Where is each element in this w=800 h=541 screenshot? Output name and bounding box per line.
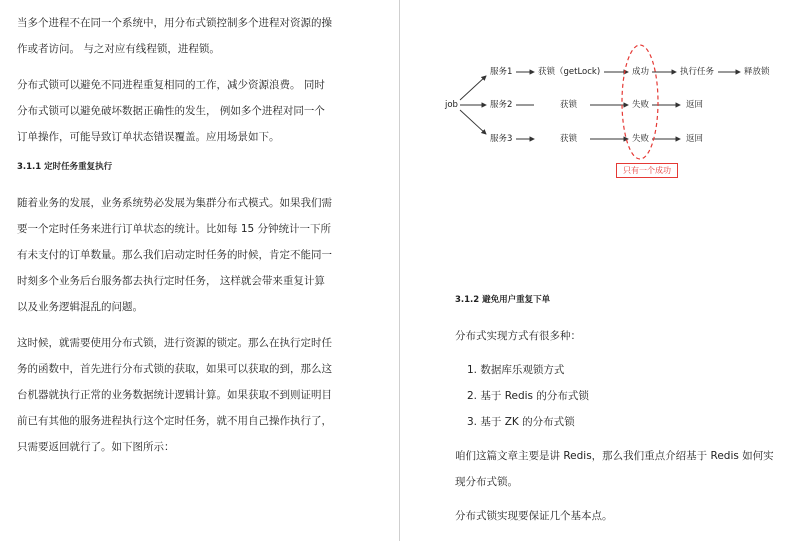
paragraph: 分布式锁实现要保证几个基本点。 bbox=[455, 510, 613, 522]
diagram-label: 获锁 bbox=[560, 100, 578, 110]
diagram-label: 返回 bbox=[686, 134, 704, 144]
only-one-success-badge: 只有一个成功 bbox=[616, 163, 678, 178]
paragraph: 分布式实现方式有很多种： bbox=[455, 330, 581, 342]
left-page bbox=[17, 10, 335, 460]
diagram-label: 执行任务 bbox=[680, 67, 715, 77]
diagram-label: job bbox=[445, 100, 458, 110]
paragraph: 随着业务的发展，业务系统势必发展为集群分布式模式。如果我们需要一个定时任务来进行订单状态的统计。比如每 15 分钟统计一下所有未支付的订单数量。那么我们启动定时任务的时候，肯定不能同一时刻多个业务后台服务都去执行定时任务， 这样就会带来重复计算以及业务逻辑混乱的问题。 bbox=[17, 197, 332, 313]
paragraph: 当多个进程不在同一个系统中，用分布式锁控制多个进程对资源的操作或者访问。 与之对应有线程锁，进程锁。 bbox=[17, 17, 332, 55]
paragraph: 这时候，就需要使用分布式锁，进行资源的锁定。那么在执行定时任务的函数中，首先进行分布式锁的获取，如果可以获取的到，那么这台机器就执行正常的业务数据统计逻辑计算。如果获取不到则证明目前已有其他的服务进程执行这个定时任务，就不用自己操作执行了，只需要返回就行了。如下图所示： bbox=[17, 337, 332, 453]
page-divider bbox=[399, 0, 400, 541]
section-heading: 3.1.1 定时任务重复执行 bbox=[17, 162, 113, 172]
diagram-label: 获锁 bbox=[560, 134, 578, 144]
list-item: 2. 基于 Redis 的分布式锁 bbox=[467, 390, 589, 402]
diagram-label: 返回 bbox=[686, 100, 704, 110]
right-page bbox=[455, 0, 775, 529]
list-item: 3. 基于 ZK 的分布式锁 bbox=[467, 416, 575, 428]
paragraph: 咱们这篇文章主要是讲 Redis，那么我们重点介绍基于 Redis 如何实现分布式锁。 bbox=[455, 450, 774, 488]
implementation-list bbox=[455, 357, 775, 435]
diagram-label: 获锁（getLock) bbox=[538, 67, 601, 77]
paragraph: 分布式锁可以避免不同进程重复相同的工作，减少资源浪费。 同时分布式锁可以避免破坏数据正确性的发生， 例如多个进程对同一个订单操作，可能导致订单状态错误覆盖。应用场景如下。 bbox=[17, 79, 325, 143]
diagram-label: 服务2 bbox=[490, 100, 513, 110]
diagram-label: 成功 bbox=[632, 67, 650, 77]
diagram-label: 释放锁 bbox=[744, 67, 770, 77]
list-item: 1. 数据库乐观锁方式 bbox=[467, 364, 565, 376]
diagram-label: 失败 bbox=[632, 100, 650, 110]
diagram-label: 服务1 bbox=[490, 67, 513, 77]
diagram-label: 服务3 bbox=[490, 134, 513, 144]
section-heading: 3.1.2 避免用户重复下单 bbox=[455, 295, 551, 305]
diagram-label: 失败 bbox=[632, 134, 650, 144]
